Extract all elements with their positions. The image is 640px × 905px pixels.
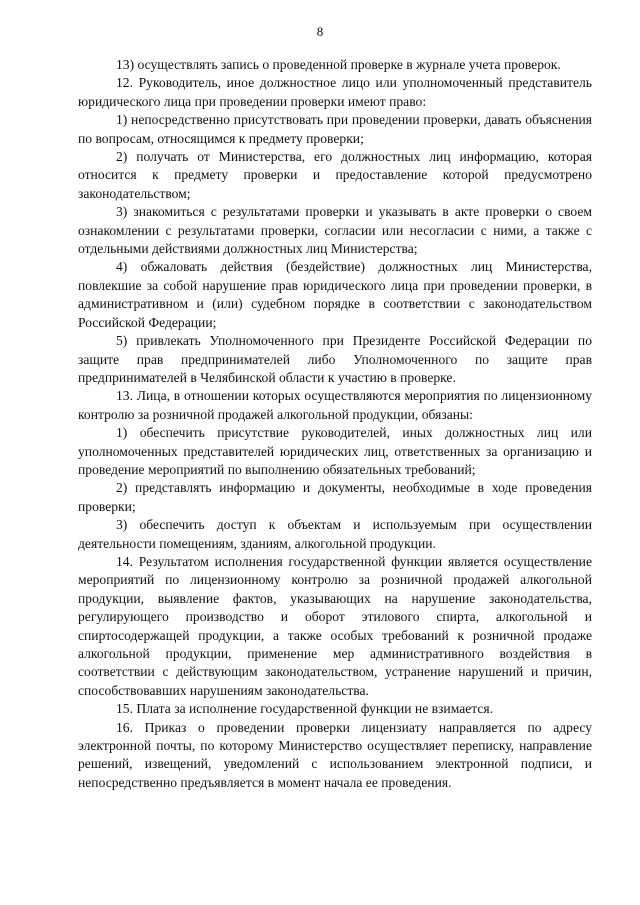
paragraph: 1) непосредственно присутствовать при проведении проверки, давать объяснения по вопросам, относящимся к предмету проверки;	[78, 112, 592, 146]
paragraph: 16. Приказ о проведении проверки лицензиату направляется по адресу электронной почты, по которому Министерство осуществляет переписку, направление решений, извещений, уведомлений с использованием электронной подписи, и непосредственно предъявляется в момент начала ее проведения.	[78, 719, 592, 790]
paragraph: 13) осуществлять запись о проведенной проверке в журнале учета проверок.	[116, 57, 561, 72]
paragraph: 1) обеспечить присутствие руководителей, иных должностных лиц или уполномоченных представителей юридических лиц, ответственных за организацию и проведение мероприятий по выполнению обязательных требований;	[78, 425, 592, 477]
paragraph: 12. Руководитель, иное должностное лицо или уполномоченный представитель юридического лица при проведении проверки имеют право:	[78, 75, 592, 109]
paragraph: 14. Результатом исполнения государственной функции является осуществление мероприятий по лицензионному контролю за розничной продажей алкогольной продукции, выявление фактов, указывающих на нарушение законодательства, регулирующего производство и оборот этилового спирта, алкогольной и спиртосодержащей продукции, а также особых требований к розничной продаже алкогольной продукции, применение мер административного воздействия в соответствии с действующим законодательством, устранение нарушений и причин, способствовавших нарушениям законодательства.	[78, 553, 592, 698]
paragraph: 5) привлекать Уполномоченного при Президенте Российской Федерации по защите прав предпринимателей либо Уполномоченного по защите прав предпринимателей в Челябинской области к участию в проверке.	[78, 333, 592, 385]
page-number: 8	[316, 24, 324, 39]
paragraph: 2) получать от Министерства, его должностных лиц информацию, которая относится к предмету проверки и предоставление которой предусмотрено законодательством;	[78, 149, 592, 201]
paragraph: 13. Лица, в отношении которых осуществляются мероприятия по лицензионному контролю за розничной продажей алкогольной продукции, обязаны:	[78, 388, 592, 422]
paragraph: 4) обжаловать действия (бездействие) должностных лиц Министерства, повлекшие за собой нарушение прав юридического лица при проведении проверки, в административном и (или) судебном порядке в соответствии с законодательством Российской Федерации;	[78, 259, 592, 330]
paragraph: 15. Плата за исполнение государственной функции не взимается.	[116, 701, 494, 717]
paragraph: 3) знакомиться с результатами проверки и указывать в акте проверки о своем ознакомлении с результатами проверки, согласии или несогласии с ними, а также с отдельными действиями должностных лиц Министерства;	[78, 204, 592, 257]
paragraph: 2) представлять информацию и документы, необходимые в ходе проведения проверки;	[78, 480, 592, 514]
paragraph: 3) обеспечить доступ к объектам и используемым при осуществлении деятельности помещениям, зданиям, алкогольной продукции.	[78, 517, 592, 551]
document-body	[78, 56, 592, 792]
